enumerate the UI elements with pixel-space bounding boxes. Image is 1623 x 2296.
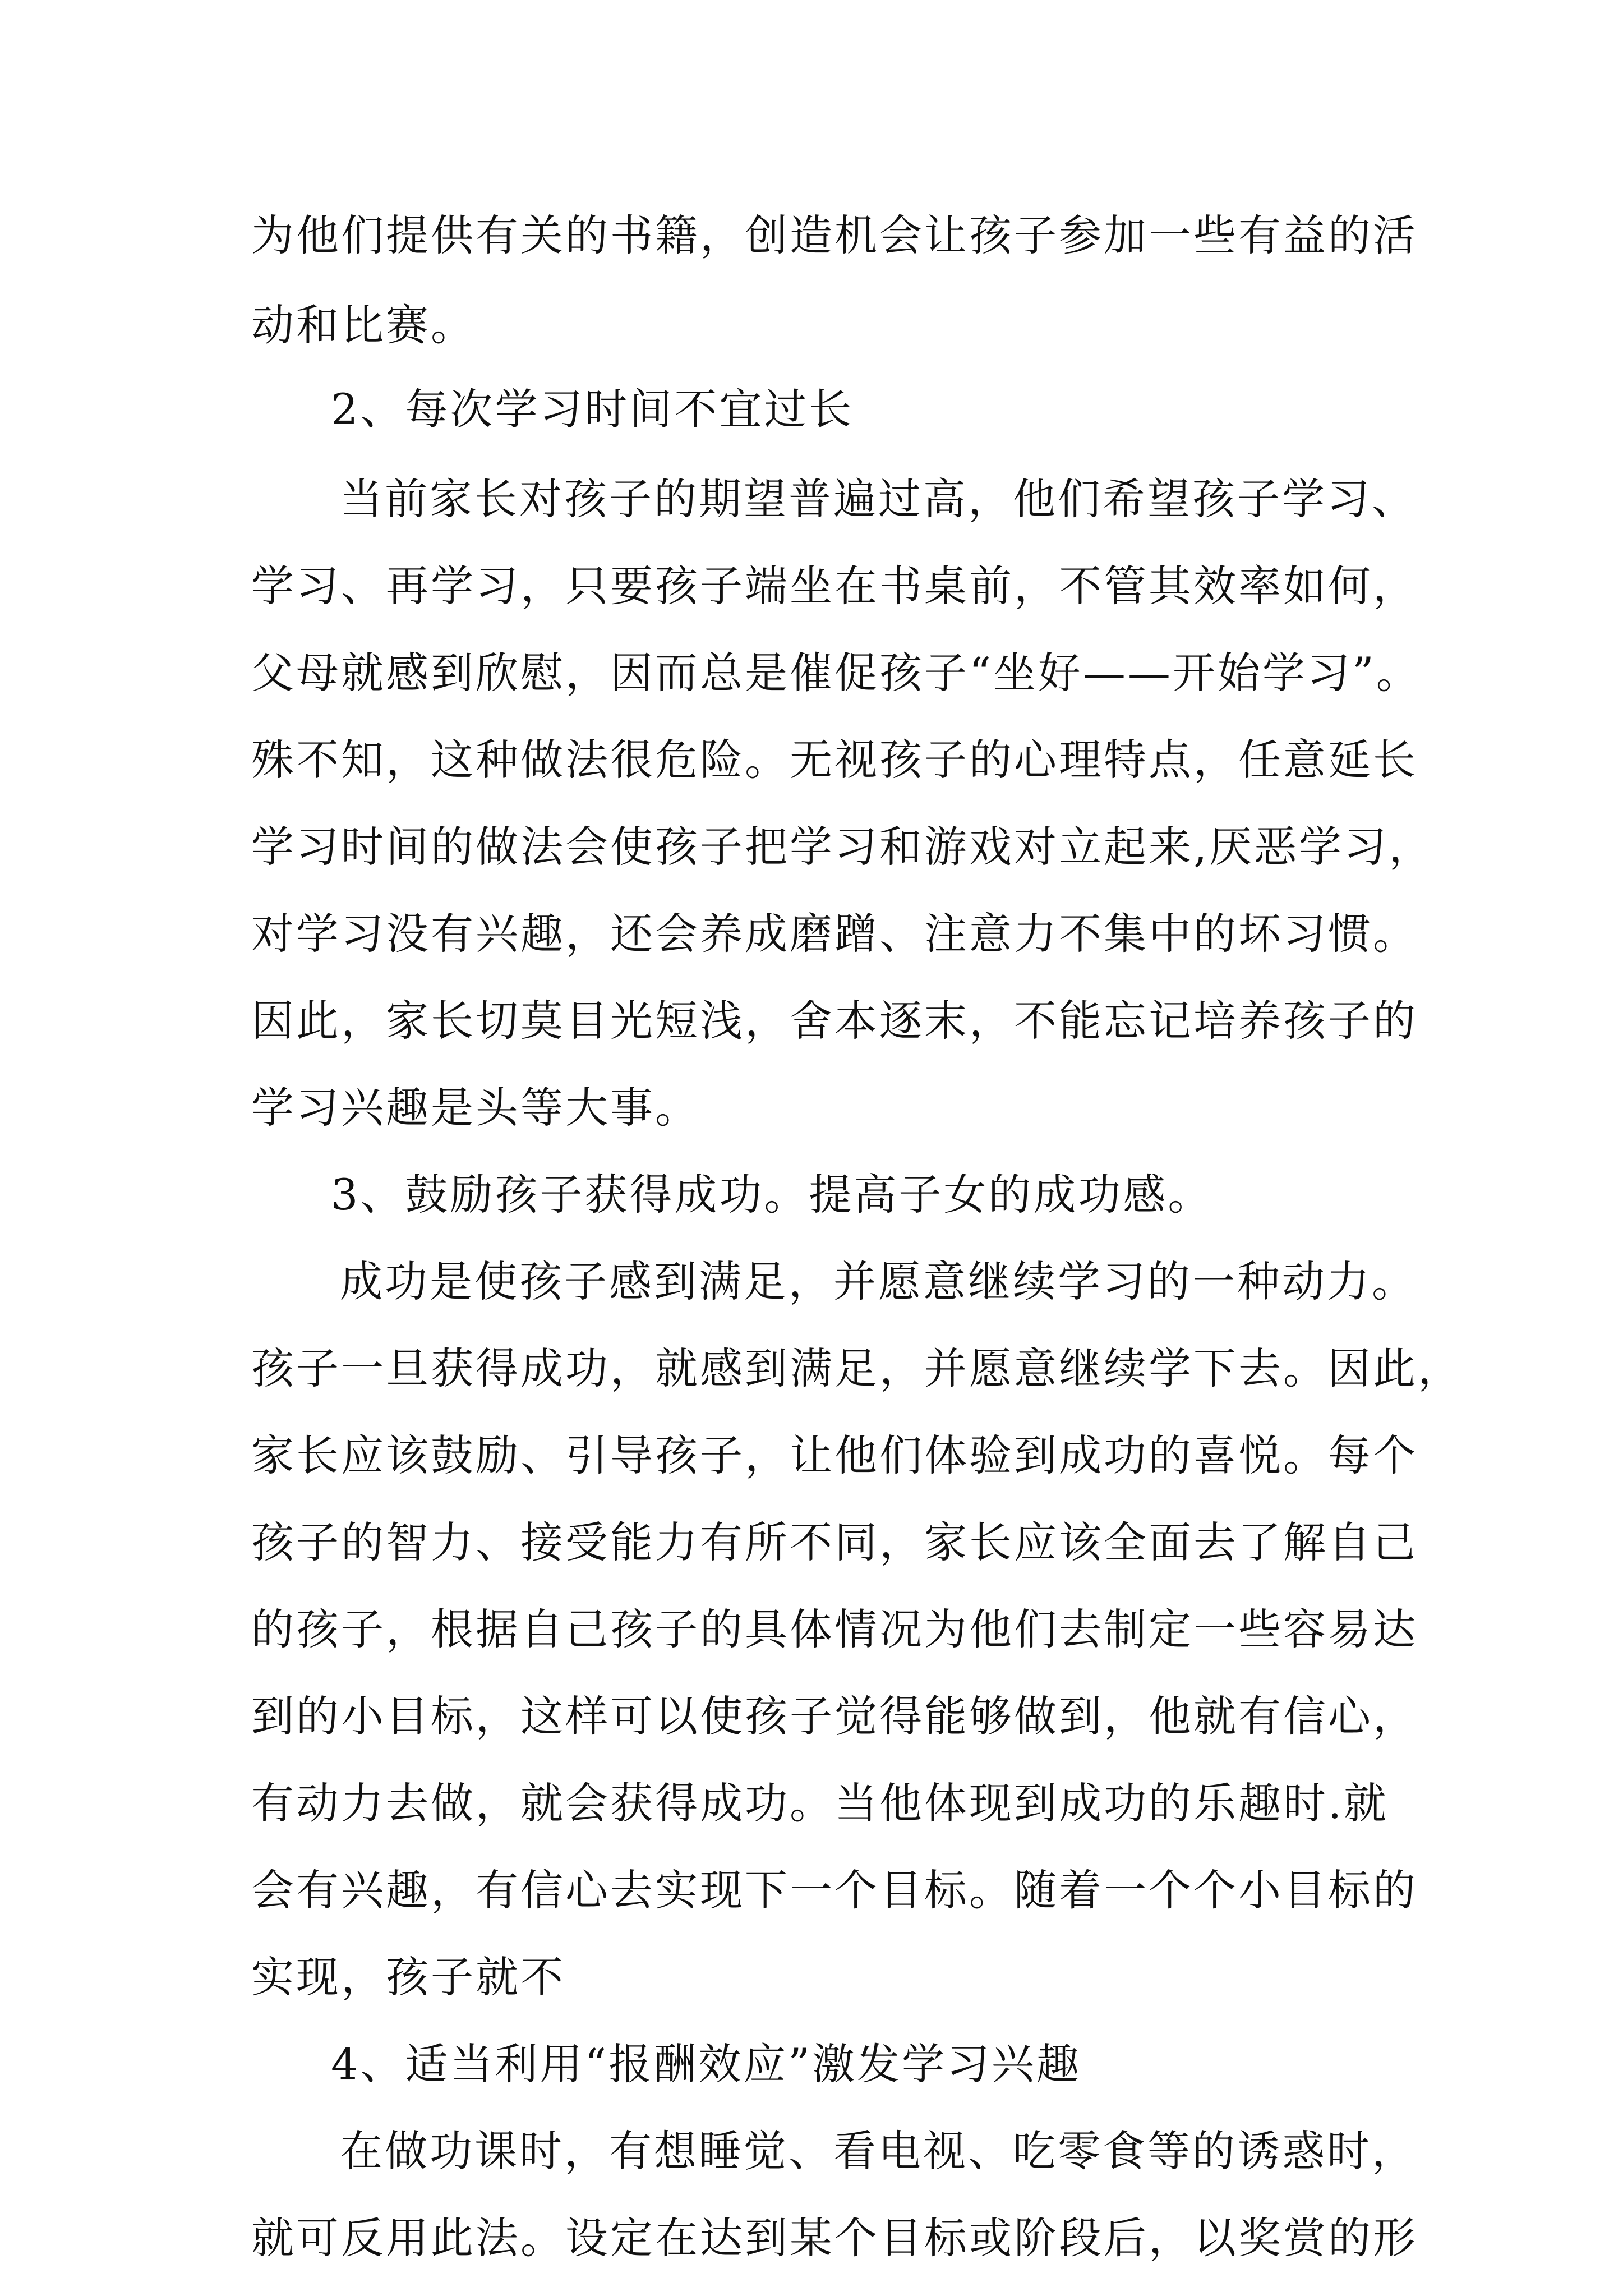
paragraph-line-4: 学习、再学习，只要孩子端坐在书桌前，不管其效率如何， bbox=[251, 561, 1418, 611]
paragraph-line-12: 孩子一旦获得成功，就感到满足，并愿意继续学下去。因此， bbox=[251, 1343, 1463, 1393]
paragraph-line-2: 动和比赛。 bbox=[251, 300, 476, 350]
section-heading-4: 4、适当利用“报酬效应”激发学习兴趣 bbox=[331, 2039, 1082, 2089]
paragraph-line-1: 为他们提供有关的书籍，创造机会让孩子参加一些有益的活 bbox=[251, 210, 1418, 260]
paragraph-line-9: 因此，家长切莫目光短浅，舍本逐末，不能忘记培养孩子的 bbox=[251, 996, 1418, 1046]
paragraph-line-8: 对学习没有兴趣，还会养成磨蹭、注意力不集中的坏习惯。 bbox=[251, 909, 1418, 959]
paragraph-line-11: 成功是使孩子感到满足，并愿意继续学习的一种动力。 bbox=[340, 1257, 1417, 1306]
paragraph-line-7: 学习时间的做法会使孩子把学习和游戏对立起来,厌恶学习， bbox=[251, 822, 1434, 872]
paragraph-line-15: 的孩子，根据自己孩子的具体情况为他们去制定一些容易达 bbox=[251, 1604, 1418, 1654]
paragraph-line-6: 殊不知，这种做法很危险。无视孩子的心理特点，任意延长 bbox=[251, 735, 1418, 785]
paragraph-line-10: 学习兴趣是头等大事。 bbox=[251, 1083, 700, 1133]
paragraph-line-20: 在做功课时，有想睡觉、看电视、吃零食等的诱惑时， bbox=[340, 2126, 1417, 2176]
paragraph-line-5: 父母就感到欣慰，因而总是催促孩子“坐好——开始学习”。 bbox=[251, 648, 1421, 698]
paragraph-line-17: 有动力去做，就会获得成功。当他体现到成功的乐趣时.就 bbox=[251, 1778, 1389, 1828]
section-heading-2: 2、每次学习时间不宜过长 bbox=[331, 384, 854, 434]
paragraph-line-16: 到的小目标，这样可以使孩子觉得能够做到，他就有信心， bbox=[251, 1691, 1418, 1741]
paragraph-line-13: 家长应该鼓励、引导孩子，让他们体验到成功的喜悦。每个 bbox=[251, 1430, 1418, 1480]
paragraph-line-18: 会有兴趣，有信心去实现下一个目标。随着一个个小目标的 bbox=[251, 1865, 1418, 1915]
paragraph-line-14: 孩子的智力、接受能力有所不同，家长应该全面去了解自己 bbox=[251, 1517, 1418, 1567]
section-heading-3: 3、鼓励孩子获得成功。提高子女的成功感。 bbox=[331, 1170, 1213, 1220]
paragraph-line-3: 当前家长对孩子的期望普遍过高，他们希望孩子学习、 bbox=[340, 474, 1417, 524]
paragraph-line-21: 就可反用此法。设定在达到某个目标或阶段后，以奖赏的形 bbox=[251, 2213, 1418, 2263]
paragraph-line-19: 实现，孩子就不 bbox=[251, 1952, 565, 2002]
